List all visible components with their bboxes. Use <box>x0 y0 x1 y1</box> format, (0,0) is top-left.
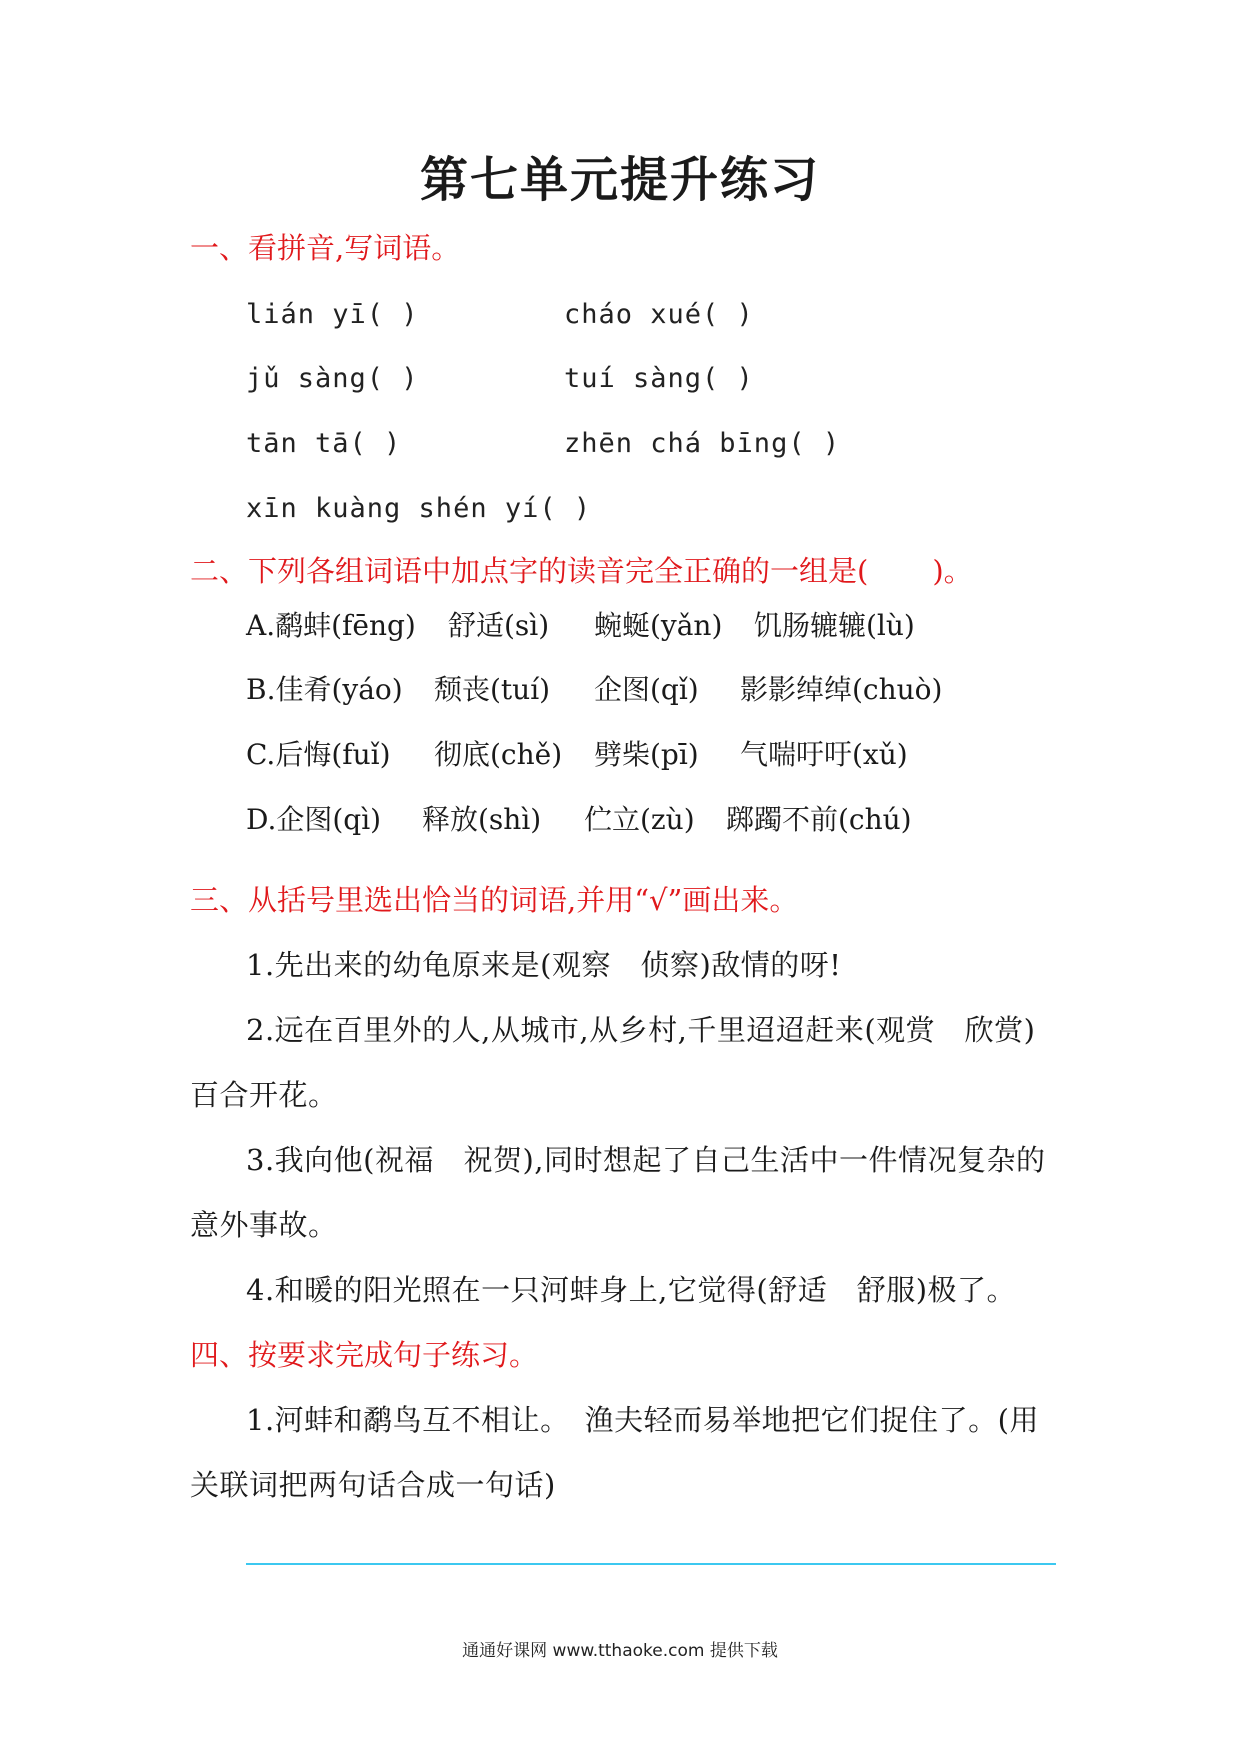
pinyin-item: xīn kuàng shén yí( ) <box>246 493 592 524</box>
pinyin-item: jǔ sàng( ) <box>246 363 419 394</box>
option-word: 企图(qǐ) <box>594 673 699 706</box>
section-2-heading <box>190 551 973 591</box>
pinyin-item: tuí sàng( ) <box>564 363 754 394</box>
option-word: 舒适(sì) <box>448 609 550 642</box>
pinyin-item: tān tā( ) <box>246 428 402 459</box>
option-word: 饥肠辘辘(lù) <box>754 609 915 642</box>
section-4-heading: 四、按要求完成句子练习。 <box>190 1338 539 1372</box>
option-word: D.企图(qì) <box>246 803 382 836</box>
option-word: 影影绰绰(chuò) <box>740 673 943 706</box>
answer-line[interactable] <box>246 1563 1056 1565</box>
option-word: 气喘吁吁(xǔ) <box>740 738 908 771</box>
option-word: 伫立(zù) <box>584 803 695 836</box>
option-word: 蜿蜒(yǎn) <box>594 609 723 642</box>
section-3-heading: 三、从括号里选出恰当的词语,并用“√”画出来。 <box>190 883 799 917</box>
exercise-line: 3.我向他(祝福 祝贺),同时想起了自己生活中一件情况复杂的 <box>246 1143 1046 1177</box>
exercise-line: 百合开花。 <box>190 1078 338 1112</box>
exercise-line: 4.和暖的阳光照在一只河蚌身上,它觉得(舒适 舒服)极了。 <box>246 1273 1017 1307</box>
option-word: 劈柴(pī) <box>594 738 699 771</box>
exercise-line: 1.河蚌和鹬鸟互不相让。 渔夫轻而易举地把它们捉住了。(用 <box>246 1403 1039 1437</box>
option-word: C.后悔(fuǐ) <box>246 738 391 771</box>
exercise-line: 1.先出来的幼龟原来是(观察 侦察)敌情的呀! <box>246 948 842 982</box>
option-word: 释放(shì) <box>422 803 542 836</box>
option-word: B.佳肴(yáo) <box>246 673 403 706</box>
option-word: 彻底(chě) <box>434 738 563 771</box>
exercise-line: 关联词把两句话合成一句话) <box>190 1468 556 1502</box>
pinyin-item: cháo xué( ) <box>564 299 754 330</box>
section-1-heading: 一、看拼音,写词语。 <box>190 231 461 265</box>
pinyin-item: zhēn chá bīng( ) <box>564 428 841 459</box>
section-2-heading-end: )。 <box>932 554 973 588</box>
section-2-heading-text: 二、下列各组词语中加点字的读音完全正确的一组是( <box>190 554 869 588</box>
option-word: A.鹬蚌(fēng) <box>246 609 416 642</box>
pinyin-item: lián yī( ) <box>246 299 419 330</box>
option-word: 踯躅不前(chú) <box>726 803 912 836</box>
exercise-line: 意外事故。 <box>190 1208 338 1242</box>
footer-credit: 通通好课网 www.tthaoke.com 提供下载 <box>462 1641 778 1661</box>
page-title: 第七单元提升练习 <box>419 152 820 208</box>
option-word: 颓丧(tuí) <box>434 673 551 706</box>
exercise-line: 2.远在百里外的人,从城市,从乡村,千里迢迢赶来(观赏 欣赏) <box>246 1013 1036 1047</box>
